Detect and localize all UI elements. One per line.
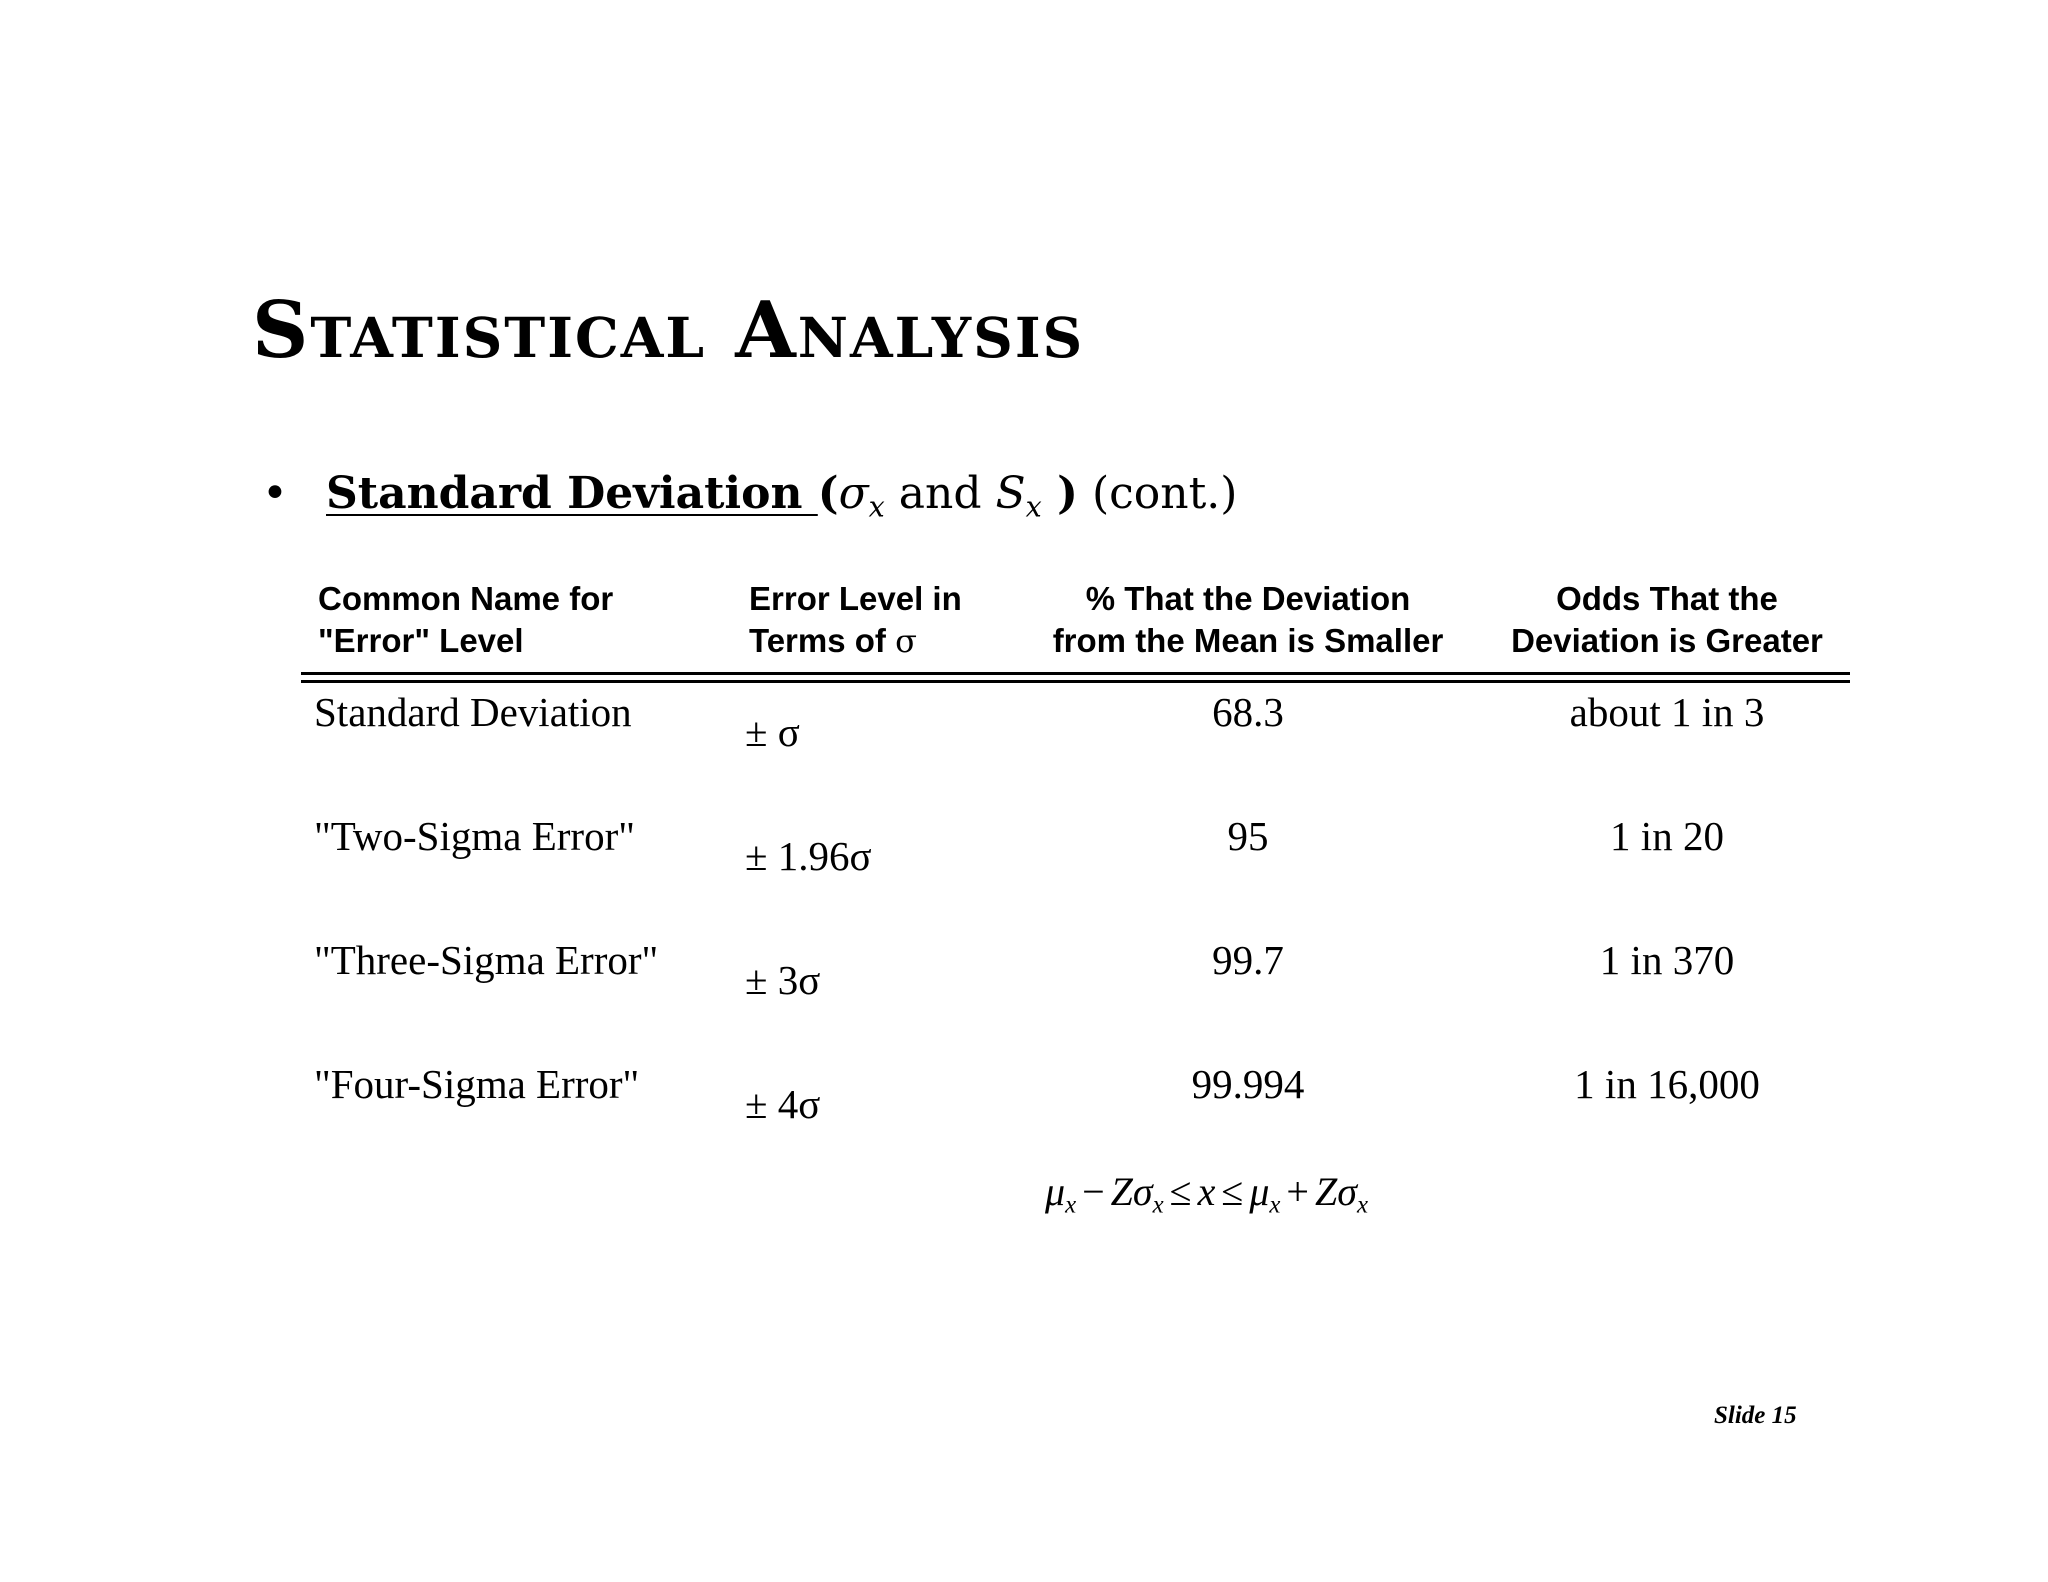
header-error-level-line1: Error Level in xyxy=(749,580,962,617)
bullet-suffix: (cont.) xyxy=(1077,468,1238,519)
formula-minus: − xyxy=(1082,1169,1105,1214)
formula-sigma-right: σ xyxy=(1337,1169,1357,1214)
bullet-and-text: and xyxy=(884,468,996,519)
formula-z-right: Z xyxy=(1314,1169,1338,1214)
row-name: "Four-Sigma Error" xyxy=(314,1061,640,1107)
row-error-level: ± 1.96σ xyxy=(745,833,872,879)
bullet-close-paren: ) xyxy=(1041,468,1078,519)
header-error-level-line2: Terms of xyxy=(749,622,896,659)
formula-le-right: ≤ xyxy=(1221,1169,1244,1214)
s-subscript: x xyxy=(1025,489,1042,524)
bullet-heading: Standard Deviation xyxy=(326,468,818,519)
confidence-interval-formula xyxy=(1045,1168,1368,1219)
header-odds-greater xyxy=(1452,578,1882,662)
formula-mu-right: μ xyxy=(1249,1169,1270,1214)
header-percent-line1: % That the Deviation xyxy=(1085,580,1411,617)
bullet-standard-deviation xyxy=(262,468,1238,524)
row-percent: 68.3 xyxy=(1212,689,1284,735)
row-error-level: ± 4σ xyxy=(745,1081,821,1127)
sigma-symbol: σ xyxy=(838,468,869,519)
formula-le-left: ≤ xyxy=(1169,1169,1192,1214)
header-odds-line1: Odds That the xyxy=(1556,580,1778,617)
slide-number: Slide 15 xyxy=(1714,1402,1797,1429)
row-odds: 1 in 370 xyxy=(1599,937,1735,983)
header-percent-smaller xyxy=(1033,578,1463,662)
bullet-marker: • xyxy=(262,468,288,519)
row-odds: 1 in 16,000 xyxy=(1574,1061,1760,1107)
formula-x: x xyxy=(1197,1169,1216,1214)
header-error-level-line2-wrap xyxy=(749,620,962,662)
formula-sigma-left-sub: x xyxy=(1152,1191,1164,1219)
row-odds: about 1 in 3 xyxy=(1569,689,1765,735)
header-common-name-line1: Common Name for xyxy=(318,580,614,617)
s-symbol: S xyxy=(995,468,1026,519)
table-row xyxy=(0,813,2048,896)
sigma-subscript: x xyxy=(868,489,885,524)
header-common-name-line2: "Error" Level xyxy=(318,622,524,659)
header-sigma-symbol: σ xyxy=(895,622,917,660)
header-rule-bottom xyxy=(301,680,1850,683)
row-percent: 99.7 xyxy=(1212,937,1284,983)
header-common-name xyxy=(318,578,613,662)
row-error-level: ± 3σ xyxy=(745,957,821,1003)
row-error-level: ± σ xyxy=(745,709,800,755)
row-odds: 1 in 20 xyxy=(1610,813,1724,859)
row-percent: 99.994 xyxy=(1191,1061,1305,1107)
header-percent-line2: from the Mean is Smaller xyxy=(1052,622,1444,659)
header-rule-top xyxy=(301,672,1850,675)
formula-mu-left: μ xyxy=(1045,1169,1066,1214)
formula-mu-left-sub: x xyxy=(1065,1191,1077,1219)
slide-title: Statistical Analysis xyxy=(252,285,1085,376)
formula-z-left: Z xyxy=(1110,1169,1133,1214)
bullet-open-paren: ( xyxy=(817,468,839,519)
row-percent: 95 xyxy=(1227,813,1269,859)
row-name: "Three-Sigma Error" xyxy=(314,937,659,983)
row-name: "Two-Sigma Error" xyxy=(314,813,635,859)
table-row xyxy=(0,1061,2048,1144)
row-name: Standard Deviation xyxy=(314,689,632,735)
header-odds-line2: Deviation is Greater xyxy=(1511,622,1823,659)
table-row xyxy=(0,937,2048,1020)
table-row xyxy=(0,689,2048,772)
formula-mu-right-sub: x xyxy=(1269,1191,1281,1219)
header-error-level xyxy=(749,578,962,662)
formula-sigma-left: σ xyxy=(1132,1169,1153,1214)
formula-sigma-right-sub: x xyxy=(1356,1191,1368,1219)
formula-plus: + xyxy=(1286,1169,1309,1214)
